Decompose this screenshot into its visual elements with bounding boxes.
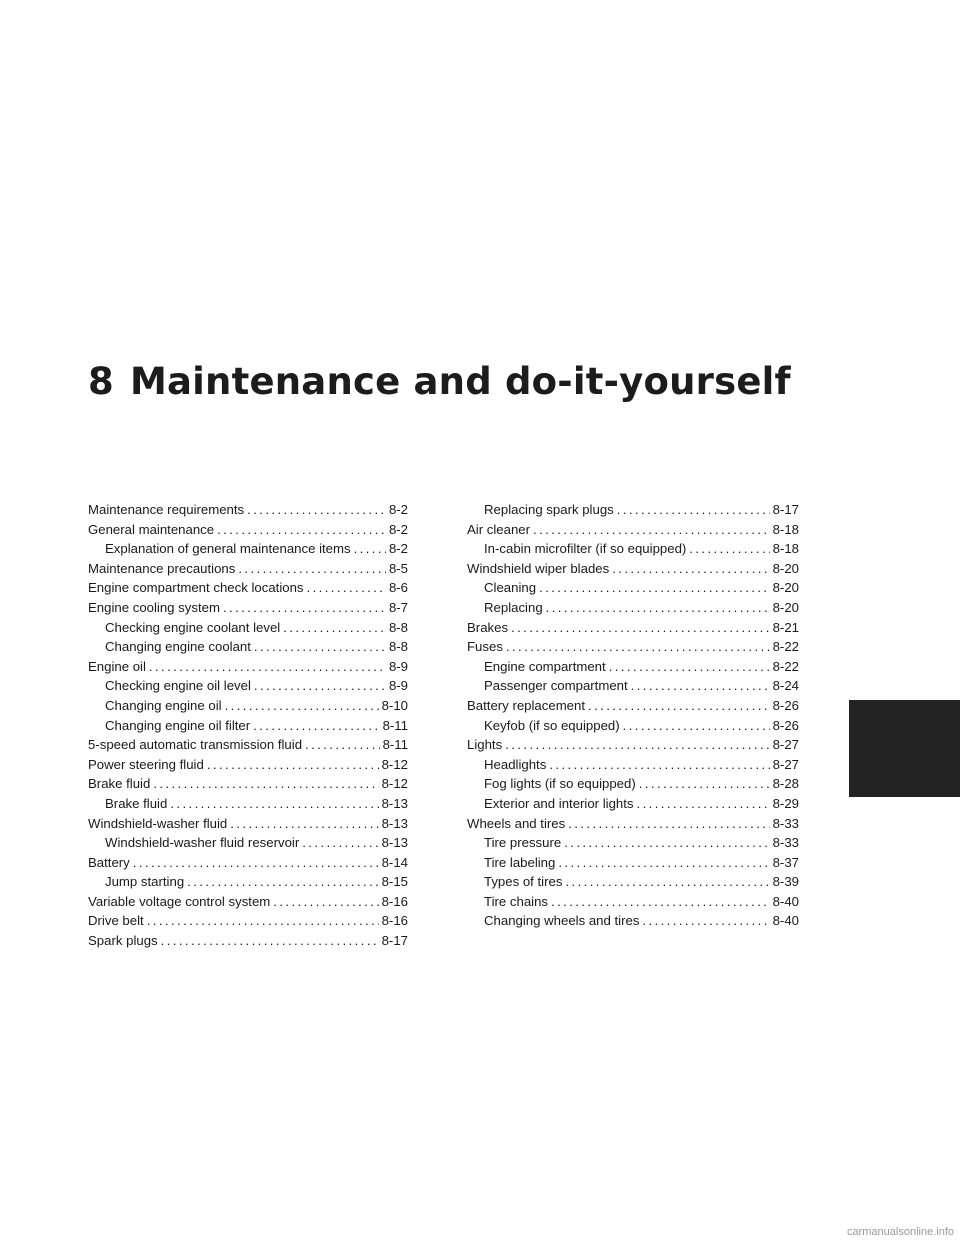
toc-leader-dots: [551, 892, 770, 912]
toc-entry-label: Maintenance requirements: [88, 502, 245, 517]
toc-leader-dots: [506, 637, 770, 657]
toc-entry-label: Changing engine coolant: [105, 639, 251, 655]
toc-entry-label: Maintenance precautions: [88, 560, 236, 576]
toc-entry-label: Brake fluid: [88, 776, 151, 792]
toc-entry[interactable]: [467, 696, 799, 716]
toc-entry-label: Power steering fluid: [88, 756, 204, 772]
toc-entry-page: 8-15: [381, 874, 408, 890]
toc-entry[interactable]: [467, 657, 799, 677]
chapter-side-tab: [849, 700, 960, 797]
toc-entry-page: 8-18: [772, 521, 799, 537]
toc-left-column: [88, 500, 408, 951]
toc-leader-dots: [247, 500, 386, 520]
toc-entry-page: 8-13: [381, 795, 408, 811]
toc-leader-dots: [564, 833, 769, 853]
toc-entry-page: 8-8: [388, 639, 408, 655]
toc-leader-dots: [617, 500, 770, 520]
toc-entry[interactable]: [467, 500, 799, 520]
toc-entry-page: 8-26: [772, 697, 799, 713]
toc-entry[interactable]: [467, 735, 799, 755]
toc-right-column: [467, 500, 799, 931]
toc-leader-dots: [639, 774, 770, 794]
toc-entry-page: 8-2: [388, 541, 408, 557]
toc-entry-page: 8-27: [772, 737, 799, 753]
toc-entry-label: Checking engine coolant level: [105, 619, 281, 635]
toc-entry-page: 8-7: [388, 599, 408, 615]
toc-entry-page: 8-2: [388, 521, 408, 537]
toc-entry[interactable]: [467, 559, 799, 579]
toc-leader-dots: [558, 853, 769, 873]
toc-entry[interactable]: [88, 911, 408, 931]
toc-entry[interactable]: [88, 716, 408, 736]
toc-entry-page: 8-11: [382, 717, 408, 733]
toc-leader-dots: [149, 657, 386, 677]
toc-entry-page: 8-12: [381, 756, 408, 772]
toc-entry-page: 8-24: [772, 678, 799, 694]
toc-leader-dots: [612, 559, 769, 579]
toc-entry-page: 8-20: [772, 599, 799, 615]
toc-entry[interactable]: [88, 657, 408, 677]
toc-leader-dots: [161, 931, 379, 951]
toc-entry-label: Air cleaner: [467, 521, 531, 537]
footer-watermark: carmanualsonline.info: [846, 1226, 954, 1238]
toc-entry-label: Exterior and interior lights: [484, 795, 634, 811]
toc-entry-label: Replacing spark plugs: [484, 502, 614, 517]
toc-entry-page: 8-10: [381, 697, 408, 713]
toc-entry[interactable]: [467, 774, 799, 794]
toc-entry-label: Engine compartment: [484, 658, 606, 674]
toc-entry[interactable]: [467, 911, 799, 931]
toc-entry[interactable]: [467, 578, 799, 598]
toc-entry[interactable]: [467, 637, 799, 657]
toc-entry-label: Explanation of general maintenance items: [105, 541, 351, 557]
toc-leader-dots: [354, 539, 386, 559]
toc-leader-dots: [153, 774, 378, 794]
toc-entry-page: 8-5: [388, 560, 408, 576]
toc-leader-dots: [539, 578, 770, 598]
toc-leader-dots: [533, 520, 770, 540]
toc-entry-page: 8-11: [382, 737, 408, 753]
toc-entry[interactable]: [88, 931, 408, 951]
toc-entry-label: Passenger compartment: [484, 678, 628, 694]
toc-leader-dots: [187, 872, 378, 892]
toc-entry-label: Tire pressure: [484, 835, 562, 851]
toc-leader-dots: [273, 892, 378, 912]
toc-entry[interactable]: [88, 853, 408, 873]
toc-leader-dots: [568, 814, 769, 834]
toc-leader-dots: [302, 833, 378, 853]
toc-entry[interactable]: [88, 774, 408, 794]
toc-entry-page: 8-29: [772, 795, 799, 811]
toc-leader-dots: [609, 657, 770, 677]
toc-entry-label: In-cabin microfilter (if so equipped): [484, 541, 687, 557]
toc-entry[interactable]: [467, 814, 799, 834]
toc-leader-dots: [631, 676, 770, 696]
toc-entry-label: Jump starting: [105, 874, 185, 890]
toc-entry-label: Engine compartment check locations: [88, 580, 304, 596]
toc-entry-label: Engine cooling system: [88, 599, 220, 615]
toc-entry[interactable]: [88, 872, 408, 892]
toc-entry-label: Changing engine oil filter: [105, 717, 251, 733]
toc-entry-page: 8-16: [381, 893, 408, 909]
toc-entry[interactable]: [88, 539, 408, 559]
toc-leader-dots: [254, 676, 386, 696]
toc-entry[interactable]: [88, 814, 408, 834]
toc-entry-page: 8-9: [388, 658, 408, 674]
toc-entry-label: Fog lights (if so equipped): [484, 776, 636, 792]
toc-entry[interactable]: [88, 794, 408, 814]
chapter-number: 8: [88, 360, 114, 403]
toc-entry-label: General maintenance: [88, 521, 215, 537]
toc-entry-label: 5-speed automatic transmission fluid: [88, 737, 303, 753]
toc-entry[interactable]: [88, 598, 408, 618]
toc-entry[interactable]: [88, 520, 408, 540]
toc-leader-dots: [238, 559, 386, 579]
toc-entry-label: Cleaning: [484, 580, 537, 596]
toc-entry[interactable]: [88, 892, 408, 912]
toc-entry[interactable]: [88, 676, 408, 696]
toc-entry-page: 8-27: [772, 756, 799, 772]
toc-entry[interactable]: [467, 716, 799, 736]
toc-entry[interactable]: [88, 735, 408, 755]
toc-leader-dots: [283, 618, 386, 638]
toc-entry-label: Headlights: [484, 756, 547, 772]
toc-entry[interactable]: [88, 833, 408, 853]
toc-entry-page: 8-37: [772, 854, 799, 870]
toc-entry[interactable]: [467, 872, 799, 892]
toc-entry-page: 8-33: [772, 835, 799, 851]
toc-entry[interactable]: [88, 578, 408, 598]
toc-entry-label: Brakes: [467, 619, 509, 635]
toc-entry[interactable]: [88, 559, 408, 579]
toc-entry-page: 8-2: [388, 502, 408, 517]
toc-entry-page: 8-8: [388, 619, 408, 635]
toc-leader-dots: [133, 853, 379, 873]
toc-entry-label: Replacing: [484, 599, 543, 615]
toc-leader-dots: [253, 716, 379, 736]
toc-leader-dots: [505, 735, 769, 755]
toc-entry-label: Lights: [467, 737, 503, 753]
toc-entry-label: Changing wheels and tires: [484, 913, 640, 929]
toc-entry-page: 8-33: [772, 815, 799, 831]
toc-leader-dots: [170, 794, 378, 814]
toc-entry[interactable]: [467, 520, 799, 540]
toc-entry-label: Windshield-washer fluid reservoir: [105, 835, 300, 851]
toc-entry[interactable]: [88, 755, 408, 775]
toc-entry-page: 8-20: [772, 560, 799, 576]
toc-entry[interactable]: [88, 618, 408, 638]
toc-entry-label: Fuses: [467, 639, 503, 655]
toc-leader-dots: [217, 520, 386, 540]
toc-leader-dots: [223, 598, 386, 618]
toc-entry[interactable]: [467, 539, 799, 559]
toc-entry[interactable]: [467, 618, 799, 638]
toc-entry-label: Variable voltage control system: [88, 893, 271, 909]
toc-entry-label: Types of tires: [484, 874, 563, 890]
toc-leader-dots: [207, 755, 379, 775]
toc-entry-page: 8-22: [772, 639, 799, 655]
toc-entry[interactable]: [467, 794, 799, 814]
toc-entry-label: Checking engine oil level: [105, 678, 251, 694]
toc-leader-dots: [225, 696, 379, 716]
toc-entry[interactable]: [467, 755, 799, 775]
toc-leader-dots: [637, 794, 770, 814]
toc-entry[interactable]: [467, 598, 799, 618]
toc-entry-label: Spark plugs: [88, 933, 158, 949]
toc-leader-dots: [307, 578, 386, 598]
toc-entry-page: 8-17: [772, 502, 799, 517]
chapter-title-text: Maintenance and do-it-yourself: [129, 360, 791, 403]
toc-entry-page: 8-18: [772, 541, 799, 557]
toc-leader-dots: [549, 755, 769, 775]
toc-leader-dots: [689, 539, 769, 559]
toc-entry-page: 8-26: [772, 717, 799, 733]
toc-entry-page: 8-40: [772, 913, 799, 929]
toc-entry-label: Windshield-washer fluid: [88, 815, 228, 831]
toc-entry[interactable]: [88, 500, 408, 520]
toc-leader-dots: [565, 872, 769, 892]
toc-entry-label: Brake fluid: [105, 795, 168, 811]
toc-entry-label: Keyfob (if so equipped): [484, 717, 620, 733]
toc-entry-page: 8-39: [772, 874, 799, 890]
toc-leader-dots: [588, 696, 770, 716]
toc-entry-page: 8-20: [772, 580, 799, 596]
toc-entry[interactable]: [88, 637, 408, 657]
toc-entry-page: 8-16: [381, 913, 408, 929]
toc-entry-label: Tire chains: [484, 893, 549, 909]
toc-entry[interactable]: [467, 853, 799, 873]
toc-entry[interactable]: [467, 892, 799, 912]
toc-leader-dots: [546, 598, 770, 618]
toc-entry[interactable]: [88, 696, 408, 716]
toc-entry[interactable]: [467, 676, 799, 696]
toc-entry-page: 8-9: [388, 678, 408, 694]
toc-entry[interactable]: [467, 833, 799, 853]
toc-leader-dots: [305, 735, 380, 755]
toc-entry-label: Engine oil: [88, 658, 146, 674]
toc-entry-label: Battery replacement: [467, 697, 586, 713]
chapter-title: [88, 360, 791, 403]
toc-entry-page: 8-12: [381, 776, 408, 792]
toc-entry-page: 8-13: [381, 835, 408, 851]
toc-entry-page: 8-40: [772, 893, 799, 909]
toc-entry-label: Battery: [88, 854, 130, 870]
toc-entry-label: Windshield wiper blades: [467, 560, 610, 576]
toc-leader-dots: [511, 618, 770, 638]
toc-entry-page: 8-13: [381, 815, 408, 831]
toc-entry-label: Changing engine oil: [105, 697, 222, 713]
toc-entry-page: 8-22: [772, 658, 799, 674]
toc-leader-dots: [623, 716, 770, 736]
toc-leader-dots: [642, 911, 769, 931]
toc-leader-dots: [147, 911, 379, 931]
toc-entry-label: Drive belt: [88, 913, 144, 929]
toc-entry-page: 8-21: [772, 619, 799, 635]
toc-leader-dots: [254, 637, 386, 657]
toc-leader-dots: [230, 814, 378, 834]
toc-entry-page: 8-28: [772, 776, 799, 792]
toc-entry-label: Wheels and tires: [467, 815, 566, 831]
toc-entry-page: 8-6: [388, 580, 408, 596]
toc-entry-label: Tire labeling: [484, 854, 556, 870]
toc-entry-page: 8-14: [381, 854, 408, 870]
toc-entry-page: 8-17: [381, 933, 408, 949]
